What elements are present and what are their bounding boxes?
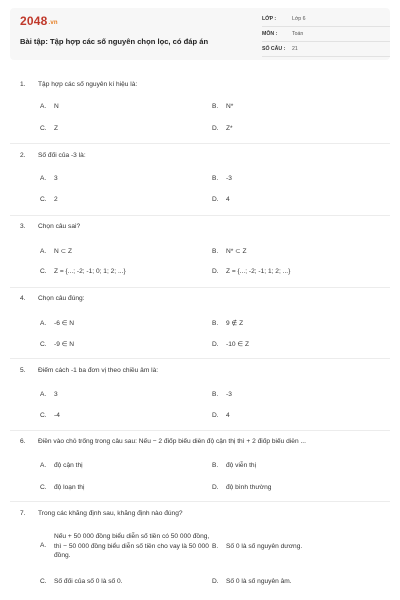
- option-text: 4: [226, 412, 230, 419]
- option-c[interactable]: [40, 412, 60, 419]
- option-text: Số 0 là số nguyên âm.: [226, 578, 292, 585]
- option-letter: C.: [40, 412, 47, 419]
- option-d[interactable]: [212, 125, 233, 132]
- option-c[interactable]: [40, 268, 126, 275]
- option-a[interactable]: [40, 532, 210, 561]
- option-text: Z*: [226, 125, 233, 132]
- option-text: N: [54, 103, 59, 110]
- meta-subject-label: MÔN :: [262, 31, 278, 37]
- option-text: N ⊂ Z: [54, 248, 72, 255]
- option-a[interactable]: [40, 103, 59, 110]
- option-a[interactable]: [40, 391, 58, 398]
- option-text: Z = {...; -2; -1; 1; 2; ...}: [226, 268, 291, 275]
- option-text: -4: [54, 412, 60, 419]
- option-d[interactable]: [212, 578, 292, 585]
- option-text: 9 ∉ Z: [226, 320, 244, 327]
- option-d[interactable]: [212, 340, 249, 348]
- option-letter: D.: [212, 412, 219, 419]
- option-letter: C.: [40, 196, 47, 203]
- option-text: Z = {...; -2; -1; 0; 1; 2; ...}: [54, 268, 126, 275]
- option-letter: B.: [212, 543, 219, 550]
- option-letter: A.: [40, 248, 47, 255]
- question-number: 4.: [20, 295, 26, 302]
- meta-count-value: 21: [292, 46, 298, 52]
- option-a[interactable]: [40, 462, 83, 469]
- option-text: Nếu + 50 000 đồng biểu diễn số tiền có 50 000 đồng, thì − 50 000 đồng biểu diễn số tiền cho vay là 50 000 đồng.: [54, 533, 210, 560]
- meta-count: [262, 44, 390, 57]
- option-letter: D.: [212, 578, 219, 585]
- meta-count-label: SỐ CÂU :: [262, 46, 286, 52]
- question-text: Số đối của -3 là:: [38, 152, 86, 159]
- option-text: -10 ∈ Z: [226, 341, 249, 348]
- meta-grade-value: Lớp 6: [292, 16, 306, 22]
- option-b[interactable]: [212, 319, 243, 327]
- option-a[interactable]: [40, 319, 74, 327]
- question-number: 2.: [20, 152, 26, 159]
- option-text: Số đối của số 0 là số 0.: [54, 578, 123, 585]
- option-letter: D.: [212, 268, 219, 275]
- option-d[interactable]: [212, 412, 230, 419]
- meta-subject-value: Toán: [292, 31, 304, 37]
- option-letter: C.: [40, 268, 47, 275]
- option-letter: C.: [40, 125, 47, 132]
- question-divider: [10, 358, 390, 359]
- question-divider: [10, 430, 390, 431]
- meta-subject: [262, 29, 390, 42]
- question-divider: [10, 501, 390, 502]
- question-stem: [20, 223, 380, 230]
- option-text: độ cận thị: [54, 462, 83, 469]
- question-text: Tập hợp các số nguyên kí hiệu là:: [38, 81, 138, 88]
- option-text: -3: [226, 391, 232, 398]
- question-text: Trong các khẳng định sau, khẳng định nào đúng?: [38, 510, 183, 517]
- question-divider: [10, 143, 390, 144]
- option-c[interactable]: [40, 340, 74, 348]
- option-text: độ viễn thị: [226, 462, 257, 469]
- option-letter: B.: [212, 175, 219, 182]
- question-stem: [20, 510, 380, 517]
- option-text: N*: [226, 103, 234, 110]
- worksheet-header: [10, 8, 390, 60]
- question-stem: [20, 295, 380, 302]
- question-text: Chọn câu đúng:: [38, 295, 85, 302]
- option-letter: A.: [40, 462, 47, 469]
- option-b[interactable]: [212, 462, 256, 469]
- option-letter: A.: [40, 175, 47, 182]
- question-divider: [10, 215, 390, 216]
- question-text: Điền vào chỗ trống trong câu sau: Nếu − 2 điốp biểu diễn độ cận thị thì + 2 điốp biểu diễn ...: [38, 438, 306, 445]
- question-text: Điểm cách -1 ba đơn vị theo chiều âm là:: [38, 367, 159, 374]
- question-stem: [20, 81, 380, 88]
- question-stem: [20, 367, 380, 374]
- option-letter: A.: [40, 320, 47, 327]
- option-a[interactable]: [40, 247, 72, 255]
- option-text: độ bình thường: [226, 484, 272, 491]
- option-b[interactable]: [212, 175, 232, 182]
- question-stem: [20, 152, 380, 159]
- option-text: 4: [226, 196, 230, 203]
- option-letter: C.: [40, 484, 47, 491]
- option-letter: A.: [40, 391, 47, 398]
- question-divider: [10, 287, 390, 288]
- option-letter: D.: [212, 484, 219, 491]
- meta-grade: [262, 14, 390, 27]
- question-text: Chọn câu sai?: [38, 223, 81, 230]
- option-letter: A.: [40, 542, 47, 549]
- option-letter: B.: [212, 462, 219, 469]
- option-c[interactable]: [40, 484, 84, 491]
- option-text: -9 ∈ N: [54, 341, 75, 348]
- question-number: 7.: [20, 510, 26, 517]
- question-stem: [20, 438, 380, 445]
- option-text: 2: [54, 196, 58, 203]
- option-b[interactable]: [212, 103, 233, 110]
- option-text: -6 ∈ N: [54, 320, 75, 327]
- worksheet-title: Bài tập: Tập hợp các số nguyên chọn lọc, có đáp án: [20, 37, 209, 46]
- option-d[interactable]: [212, 196, 230, 203]
- option-letter: B.: [212, 320, 219, 327]
- option-text: Z: [54, 125, 59, 132]
- option-a[interactable]: [40, 175, 58, 182]
- question-number: 6.: [20, 438, 26, 445]
- option-letter: B.: [212, 391, 219, 398]
- option-b[interactable]: [212, 247, 247, 255]
- option-text: 3: [54, 175, 58, 182]
- question-number: 3.: [20, 223, 26, 230]
- meta-grade-label: LỚP :: [262, 16, 277, 22]
- logo-text: 2048: [20, 14, 48, 28]
- option-letter: B.: [212, 103, 219, 110]
- option-text: N* ⊂ Z: [226, 248, 247, 255]
- option-text: -3: [226, 175, 232, 182]
- option-letter: C.: [40, 578, 47, 585]
- logo-extension: .vn: [48, 20, 58, 26]
- option-letter: A.: [40, 103, 47, 110]
- option-c[interactable]: [40, 125, 58, 132]
- option-letter: C.: [40, 341, 47, 348]
- option-c[interactable]: [40, 578, 123, 585]
- option-letter: D.: [212, 196, 219, 203]
- option-d[interactable]: [212, 268, 290, 275]
- option-text: độ loạn thị: [54, 484, 85, 491]
- option-d[interactable]: [212, 484, 271, 491]
- option-letter: D.: [212, 341, 219, 348]
- option-text: Số 0 là số nguyên dương.: [226, 543, 303, 550]
- question-number: 1.: [20, 81, 26, 88]
- option-b[interactable]: [212, 391, 232, 398]
- site-logo[interactable]: [20, 14, 58, 28]
- question-number: 5.: [20, 367, 26, 374]
- option-letter: D.: [212, 125, 219, 132]
- option-text: 3: [54, 391, 58, 398]
- option-letter: B.: [212, 248, 219, 255]
- option-b[interactable]: [212, 543, 302, 550]
- option-c[interactable]: [40, 196, 58, 203]
